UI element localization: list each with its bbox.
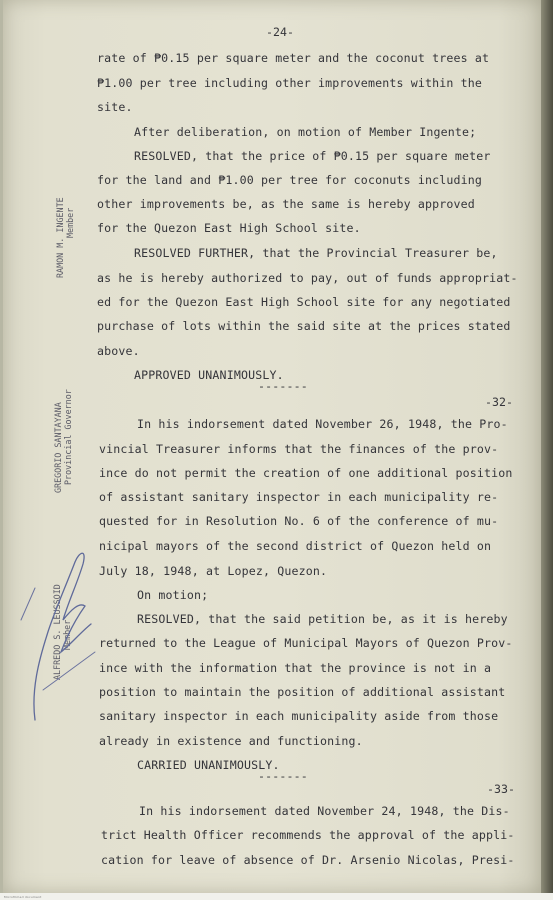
text-line: ₱1.00 per tree including other improvements within the [97, 76, 483, 90]
text-line: for the Quezon East High School site. [97, 221, 361, 235]
text-line: rate of ₱0.15 per square meter and the coconut trees at [97, 51, 490, 65]
text-line: CARRIED UNANIMOUSLY. [137, 758, 280, 772]
text-line: purchase of lots within the said site at the prices stated [97, 319, 511, 333]
signature-title: Member [64, 207, 75, 238]
text-line: RESOLVED, that the said petition be, as it is hereby [137, 612, 508, 626]
text-line: RESOLVED FURTHER, that the Provincial Treasurer be, [134, 246, 498, 260]
text-line: After deliberation, on motion of Member Ingente; [134, 125, 477, 139]
text-line: cation for leave of absence of Dr. Arsenio Nicolas, Presi- [101, 853, 515, 867]
text-line: other improvements be, as the same is hereby approved [97, 197, 475, 211]
text-line: ed for the Quezon East High School site for any negotiated [97, 295, 511, 309]
text-line: site. [97, 100, 133, 114]
text-line: ince with the information that the province is not in a [99, 661, 492, 675]
text-line: already in existence and functioning. [99, 734, 363, 748]
text-line: quested for in Resolution No. 6 of the conference of mu- [99, 514, 499, 528]
scan-bottom-strip [0, 893, 553, 900]
text-line: On motion; [137, 588, 209, 602]
section-number: -33- [487, 782, 515, 796]
signature-name: RAMON M. INGENTE [55, 197, 65, 278]
text-line: for the land and ₱1.00 per tree for coconuts including [97, 173, 483, 187]
text-line: In his indorsement dated November 26, 1948, the Pro- [137, 417, 508, 431]
signature-block-ingente [56, 197, 75, 278]
text-line: nicipal mayors of the second district of Quezon held on [99, 539, 492, 553]
text-line: above. [97, 344, 140, 358]
text-line: RESOLVED, that the price of ₱0.15 per square meter [134, 149, 491, 163]
text-line: July 18, 1948, at Lopez, Quezon. [99, 564, 328, 578]
signature-title: Member [61, 619, 72, 650]
signature-name: ALFREDO S. LEUSSOID [52, 584, 62, 680]
separator-line: ------- [258, 769, 308, 783]
section-number: -32- [485, 395, 513, 409]
text-line: of assistant sanitary inspector in each municipality re- [99, 490, 499, 504]
document-page [3, 0, 541, 893]
separator-line: ------- [258, 379, 308, 393]
text-line: as he is hereby authorized to pay, out of funds appropriat- [97, 271, 518, 285]
text-line: ince do not permit the creation of one additional position [99, 466, 513, 480]
text-line: APPROVED UNANIMOUSLY. [134, 368, 284, 382]
handwritten-signature [13, 540, 108, 730]
signature-name: GREGORIO SANTAYANA [53, 402, 63, 493]
text-line: In his indorsement dated November 24, 1948, the Dis- [139, 804, 510, 818]
page-number: -24- [266, 25, 294, 39]
signature-title: Provincial Governor [62, 389, 73, 485]
footer-note: Microfilmed document [4, 895, 42, 899]
text-line: trict Health Officer recommends the approval of the appli- [101, 828, 515, 842]
text-line: sanitary inspector in each municipality aside from those [99, 709, 499, 723]
signature-block-santayana [54, 389, 73, 493]
text-line: returned to the League of Municipal Mayors of Quezon Prov- [99, 636, 513, 650]
text-line: vincial Treasurer informs that the finances of the prov- [99, 442, 499, 456]
page-binding-shadow [541, 0, 553, 900]
text-line: position to maintain the position of additional assistant [99, 685, 506, 699]
